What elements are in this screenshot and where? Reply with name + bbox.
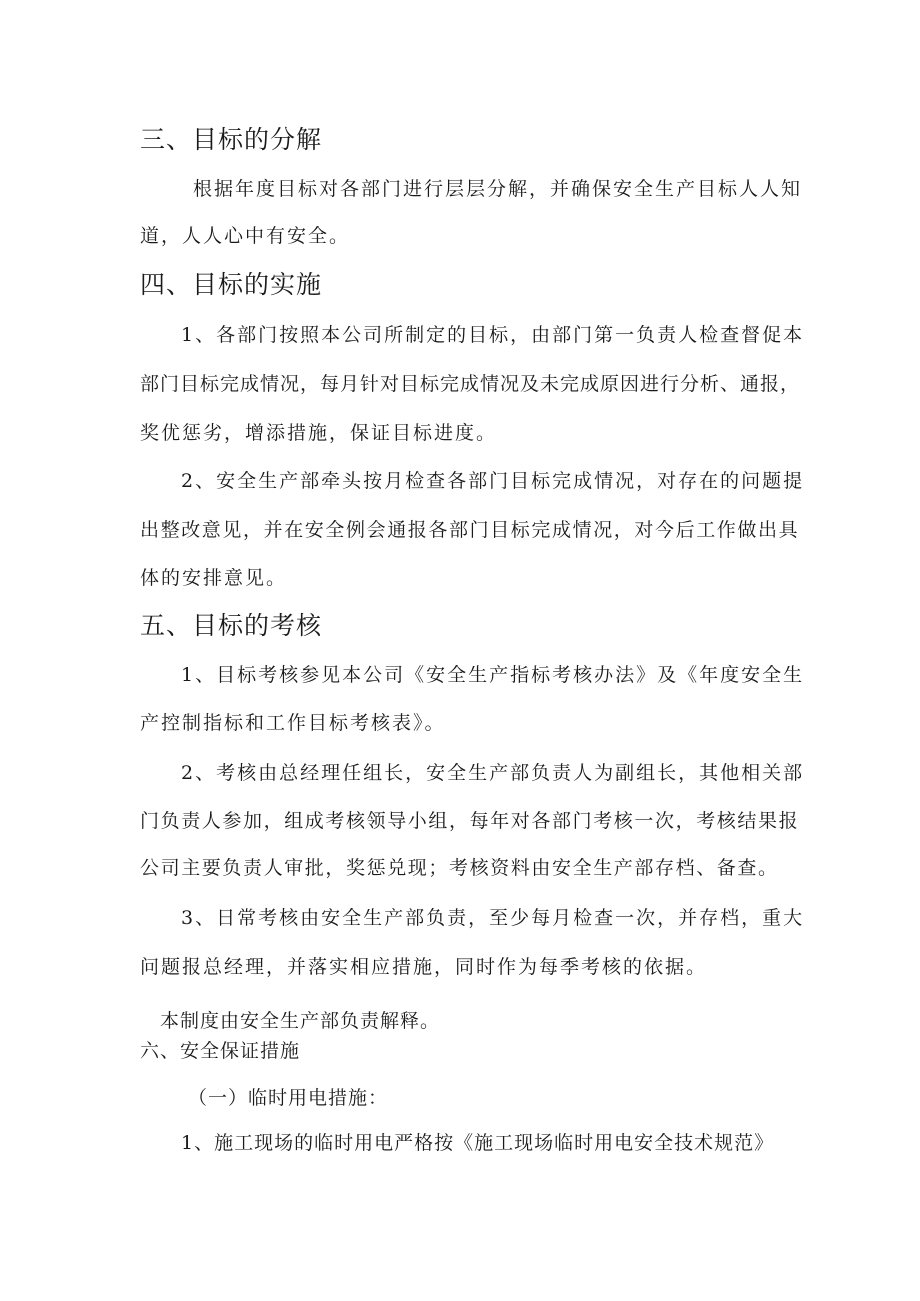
paragraph-line: 道，人人心中有安全。: [140, 225, 351, 247]
interpretation-note: 本制度由安全生产部负责解释。: [160, 1010, 441, 1032]
paragraph-line: 2、考核由总经理任组长，安全生产部负责人为副组长，其他相关部: [181, 762, 805, 784]
paragraph-line: 产控制指标和工作目标考核表》。: [140, 712, 446, 734]
section-four-heading: 四、目标的实施: [140, 270, 323, 299]
paragraph-line: 问题报总经理，并落实相应措施，同时作为每季考核的依据。: [140, 956, 708, 978]
paragraph-line: 奖优惩劣，增添措施，保证目标进度。: [140, 422, 498, 444]
paragraph-line: 1、各部门按照本公司所制定的目标，由部门第一负责人检查督促本: [181, 324, 805, 346]
paragraph-line: 根据年度目标对各部门进行层层分解，并确保安全生产目标人人知: [193, 178, 803, 200]
paragraph-line: 体的安排意见。: [140, 567, 288, 589]
paragraph-line: 出整改意见，并在安全例会通报各部门目标完成情况，对今后工作做出具: [140, 519, 800, 541]
paragraph-line: 1、施工现场的临时用电严格按《施工现场临时用电安全技术规范》: [181, 1132, 775, 1154]
paragraph-line: 2、安全生产部牵头按月检查各部门目标完成情况，对存在的问题提: [181, 470, 805, 492]
paragraph-line: 门负责人参加，组成考核领导小组，每年对各部门考核一次，考核结果报: [140, 810, 800, 832]
paragraph-line: 3、日常考核由安全生产部负责，至少每月检查一次，并存档，重大: [181, 907, 805, 929]
section-three-heading: 三、目标的分解: [140, 125, 323, 154]
subsection-heading: （一）临时用电措施：: [188, 1087, 389, 1109]
paragraph-line: 公司主要负责人审批，奖惩兑现；考核资料由安全生产部存档、备查。: [140, 857, 779, 879]
paragraph-line: 部门目标完成情况，每月针对目标完成情况及未完成原因进行分析、通报，: [140, 373, 801, 395]
paragraph-line: 1、目标考核参见本公司《安全生产指标考核办法》及《年度安全生: [181, 664, 805, 686]
section-six-heading: 六、安全保证措施: [140, 1040, 301, 1062]
section-five-heading: 五、目标的考核: [140, 611, 323, 640]
